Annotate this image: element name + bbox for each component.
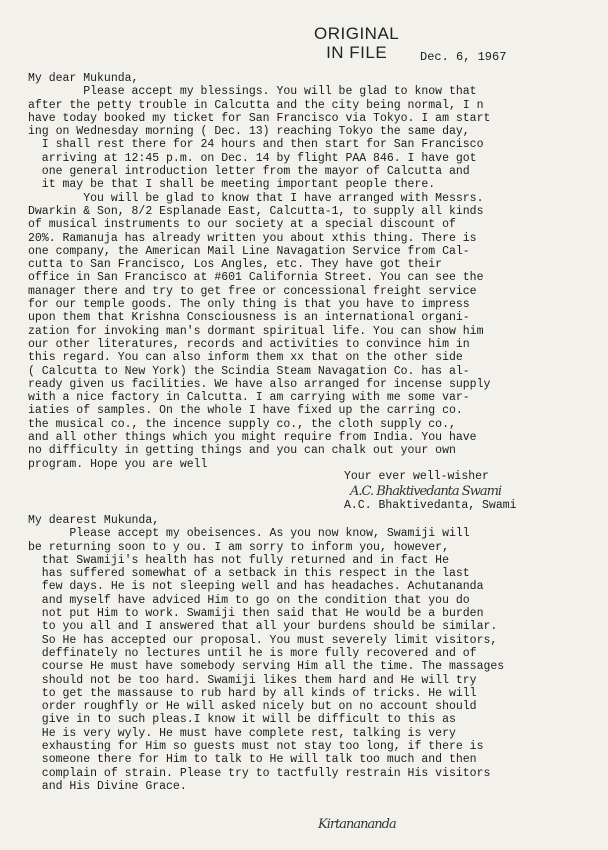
- letter1-text-line: zation for invoking man's dormant spiritual life. You can show him: [28, 324, 484, 338]
- letter1-text-line: upon them that Krishna Consciousness is an international organi-: [28, 311, 470, 325]
- letter2-text-line: few days. He is not sleeping well and has headaches. Achutananda: [28, 580, 484, 594]
- letter2-text-line: Please accept my obeisences. As you now know, Swamiji will: [28, 527, 470, 541]
- letter2-text-line: should not be too hard. Swamiji likes them hard and He will try: [28, 673, 477, 687]
- handwritten-signature-2: Kirtanananda: [318, 817, 396, 832]
- letter1-text-line: one general introduction letter from the mayor of Calcutta and: [28, 165, 470, 179]
- letter1-text-line: program. Hope you are well: [28, 457, 208, 471]
- letter-from-swami: [28, 72, 594, 471]
- letter1-text-line: of musical instruments to our society at a special discount of: [28, 218, 456, 232]
- letter1-text-line: You will be glad to know that I have arranged with Messrs.: [28, 191, 484, 205]
- letter1-text-line: manager there and try to get free or concessional freight service: [28, 284, 477, 298]
- letter2-text-line: be returning soon to y ou. I am sorry to inform you, however,: [28, 540, 449, 554]
- letter2-text-line: that Swamiji's health has not fully returned and in fact He: [28, 553, 449, 567]
- letter1-text-line: My dear Mukunda,: [28, 72, 139, 85]
- stamp-line-1: ORIGINAL: [314, 24, 400, 43]
- letter2-text-line: deffinately no lectures until he is more fully recovered and of: [28, 646, 477, 660]
- closing-block: [344, 470, 584, 483]
- letter2-text-line: My dearest Mukunda,: [28, 514, 160, 527]
- letter2-text-line: and myself have adviced Him to go on the condition that you do: [28, 593, 470, 607]
- letter1-text-line: one company, the American Mail Line Navagation Service from Cal-: [28, 244, 470, 258]
- letter2-text-line: exhausting for Him so guests must not stay too long, if there is: [28, 740, 484, 754]
- closing-line: Your ever well-wisher: [344, 470, 489, 483]
- letter2-text-line: someone there for Him to talk to He will talk too much and then: [28, 753, 477, 767]
- letter1-text-line: I shall rest there for 24 hours and then start for San Francisco: [28, 138, 484, 152]
- letter2-text-line: not put Him to work. Swamiji then said that He would be a burden: [28, 607, 484, 621]
- original-in-file-stamp: [314, 24, 399, 62]
- letter1-text-line: iaties of samples. On the whole I have fixed up the carring co.: [28, 404, 463, 418]
- letter1-text-line: arriving at 12:45 p.m. on Dec. 14 by flight PAA 846. I have got: [28, 151, 477, 165]
- letter1-text-line: it may be that I shall be meeting important people there.: [28, 178, 436, 192]
- letter2-text-line: complain of strain. Please try to tactfully restrain His visitors: [28, 766, 491, 780]
- letter2-text-line: give in to such pleas.I know it will be difficult to this as: [28, 713, 456, 727]
- letter2-text-line: He is very wyly. He must have complete rest, talking is very: [28, 726, 456, 740]
- letter1-text-line: Please accept my blessings. You will be glad to know that: [28, 85, 477, 99]
- letter1-text-line: ready given us facilities. We have also arranged for incense supply: [28, 377, 491, 391]
- letter-date: Dec. 6, 1967: [420, 50, 507, 64]
- letter2-text-line: course He must have somebody serving Him all the time. The massages: [28, 660, 505, 674]
- letter1-text-line: have today booked my ticket for San Francisco via Tokyo. I am start: [28, 111, 491, 125]
- letter1-text-line: Dwarkin & Son, 8/2 Esplanade East, Calcutta-1, to supply all kinds: [28, 204, 484, 218]
- letter-to-mukunda-postscript: [28, 514, 594, 793]
- letter1-text-line: with a nice factory in Calcutta. I am carrying with me some var-: [28, 391, 470, 405]
- letter1-text-line: the musical co., the incence supply co., the cloth supply co.,: [28, 417, 456, 431]
- handwritten-signature-1: A.C. Bhaktivedanta Swami: [350, 484, 502, 499]
- letter1-text-line: ( Calcutta to New York) the Scindia Steam Navagation Co. has al-: [28, 364, 470, 378]
- letter1-text-line: office in San Francisco at #601 California Street. You can see the: [28, 271, 484, 285]
- letter1-text-line: and all other things which you might require from India. You have: [28, 431, 477, 445]
- letter1-text-line: 20%. Ramanuja has already written you about xthis thing. There is: [28, 231, 477, 245]
- signed-name: A.C. Bhaktivedanta, Swami: [344, 499, 517, 512]
- letter1-text-line: no difficulty in getting things and you can chalk out your own: [28, 444, 456, 458]
- letter1-text-line: after the petty trouble in Calcutta and the city being normal, I n: [28, 98, 484, 112]
- letter1-text-line: this regard. You can also inform them xx that on the other side: [28, 351, 463, 365]
- letter2-text-line: So He has accepted our proposal. You must severely limit visitors,: [28, 633, 498, 647]
- letter1-text-line: ing on Wednesday morning ( Dec. 13) reaching Tokyo the same day,: [28, 125, 470, 139]
- stamp-line-2: IN FILE: [326, 43, 388, 62]
- letter2-text-line: has suffered somewhat of a setback in this respect in the last: [28, 567, 470, 581]
- letter2-text-line: to get the massause to rub hard by all kinds of tricks. He will: [28, 686, 477, 700]
- letter1-text-line: our other literatures, records and activities to convince him in: [28, 337, 470, 351]
- letter1-text-line: cutta to San Francisco, Los Angles, etc. They have got their: [28, 258, 443, 272]
- letter2-text-line: order roughfly or He will asked nicely but on no account should: [28, 700, 477, 714]
- letter1-text-line: for our temple goods. The only thing is that you have to impress: [28, 298, 470, 312]
- letter2-text-line: and His Divine Grace.: [28, 779, 187, 793]
- letter2-text-line: to you all and I answered that all your burdens should be similar.: [28, 620, 498, 634]
